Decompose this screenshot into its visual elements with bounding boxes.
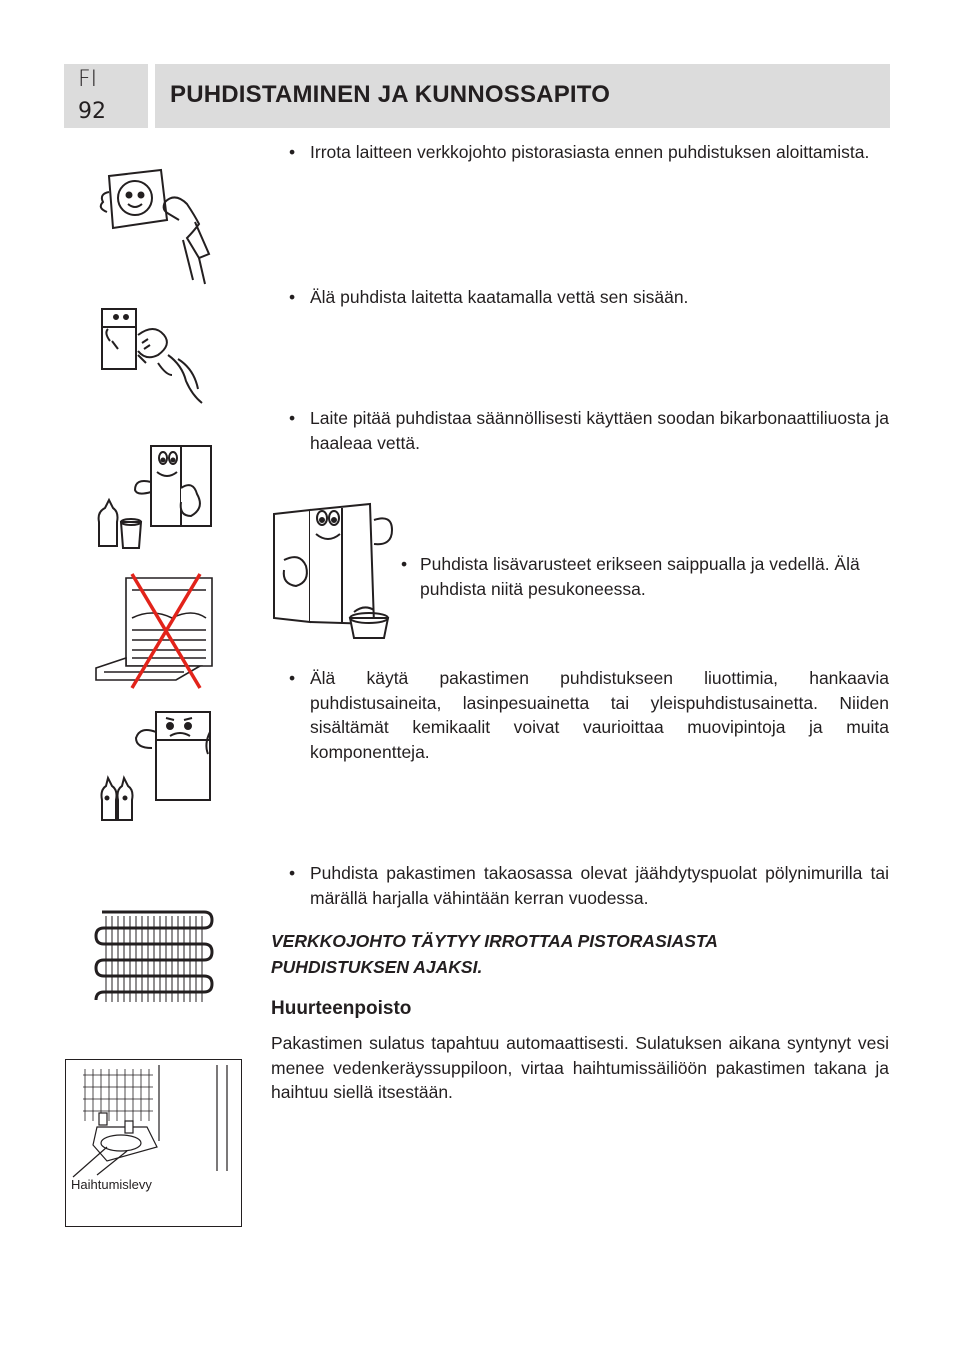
no-solvents-illustration	[96, 708, 214, 826]
bullet-accessories: Puhdista lisävarusteet erikseen saippualla ja vedellä. Älä puhdista niitä pesukoneessa.	[420, 554, 860, 599]
bullet-marker: •	[401, 554, 408, 574]
bullet-no-solvents: Älä käytä pakastimen puhdistukseen liuottimia, hankaavia puhdistusaineita, lasinpesuainetta tai yleispuhdistusainetta. Niiden sisältämät kemikaalit voivat vaurioittaa muovipintoja ja muita komponentteja.	[310, 668, 889, 762]
bullet-soda-clean: Laite pitää puhdistaa säännöllisesti käyttäen soodan bikarbonaattiliuosta ja haaleaa vettä.	[310, 408, 889, 453]
evaporation-tray-illustration	[67, 1061, 239, 1181]
bullet-marker: •	[289, 408, 296, 428]
bullet-marker: •	[289, 287, 296, 307]
bullet-marker: •	[289, 668, 296, 688]
bullet-unplug: Irrota laitteen verkkojohto pistorasiasta ennen puhdistuksen aloittamista.	[310, 142, 870, 162]
bullet-marker: •	[289, 863, 296, 883]
language-box	[64, 64, 148, 128]
figure-caption: Haihtumislevy	[71, 1177, 152, 1192]
no-water-pouring-illustration	[98, 305, 216, 413]
bullet-coils: Puhdista pakastimen takaosassa olevat jäähdytyspuolat pölynimurilla tai märällä harjalla vähintään kerran vuodessa.	[310, 863, 889, 908]
warning-text: VERKKOJOHTO TÄYTYY IRROTTAA PISTORASIASTA PUHDISTUKSEN AJAKSI.	[271, 931, 718, 977]
language-code: FI	[78, 67, 98, 92]
soda-water-cleaning-illustration	[95, 442, 213, 554]
no-dishwasher-illustration	[92, 570, 222, 692]
accessories-soap-illustration	[270, 500, 395, 645]
bullet-marker: •	[289, 142, 296, 162]
section-heading: Huurteenpoisto	[271, 998, 412, 1019]
unplug-socket-illustration	[95, 162, 215, 287]
bullet-no-water: Älä puhdista laitetta kaatamalla vettä sen sisään.	[310, 287, 689, 307]
page-title: PUHDISTAMINEN JA KUNNOSSAPITO	[170, 81, 611, 108]
condenser-coil-illustration	[92, 908, 216, 1006]
page-number: 92	[78, 99, 106, 124]
defrost-body: Pakastimen sulatus tapahtuu automaattisesti. Sulatuksen aikana syntynyt vesi menee vedenkeräyssuppiloon, virtaa haihtumissäiliöön pakastimen takana ja haihtuu siellä itsestään.	[271, 1033, 889, 1102]
